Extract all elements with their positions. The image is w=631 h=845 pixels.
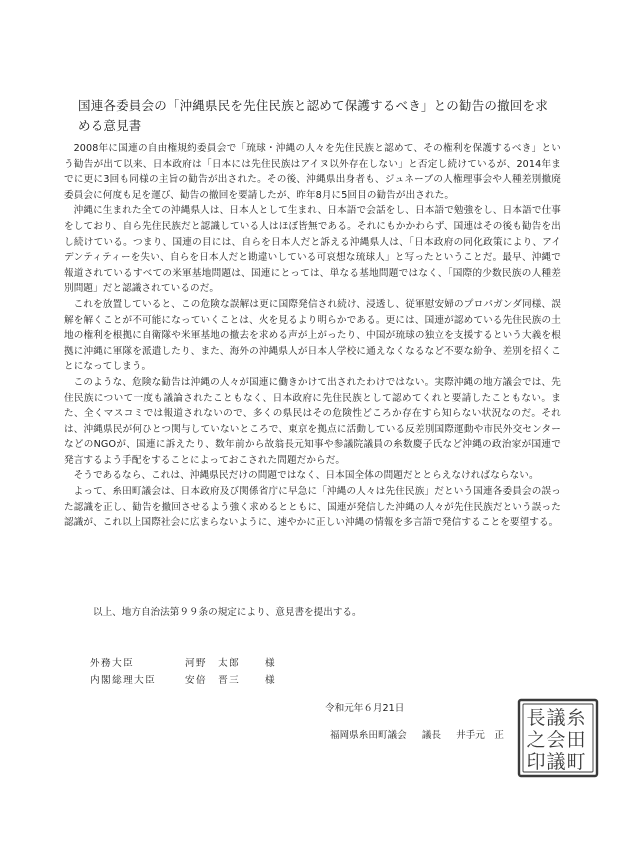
sender-name: 井手元 正 (456, 730, 505, 741)
document-title: 国連各委員会の「沖縄県民を先住民族と認めて保護するべき」との勧告の撤回を求める意見書 (78, 98, 548, 133)
svg-text:会: 会 (546, 729, 566, 751)
paragraph-3: これを放置していると、この危険な誤解は更に国際発信され続け、浸透し、従軍慰安婦のプロパガンダ同様、誤解を解くことが不可能になっていくことは、火を見るより明らかである。更には、国連が認めている先住民族の土地の権利を根拠に自衛隊や米軍基地の撤去を求める声が上がったり、中国が琉球の独立を支援するという大義を根拠に沖縄に軍隊を派遣したり、また、海外の沖縄県人が日本人学校に通えなくなるなど不要な紛争、差別を招くことになってしまう。 (64, 298, 561, 373)
addressee-title: 外務大臣 (90, 658, 135, 669)
sender-block (330, 728, 516, 743)
paragraph-4: このような、危険な勧告は沖縄の人々が国連に働きかけて出されたわけではない。実際沖縄の地方議会では、先住民族について一度も議論されたこともなく、日本政府に先住民族として認めてくれと要請したこともない。また、全くマスコミでは報道されないので、多くの県民はその危険性どころか存在すら知らない状況なのだ。それは、沖縄県民が何ひとつ関与していないところで、東京を拠点に活動している反差別国際運動や市民外交センターなどのNGOが、国連に訴えたり、数年前から故翁長元知事や参議院議員の糸数慶子氏など沖縄の政治家が国連で発言するよう手配をすることによっておこされた問題だからだ。 (64, 376, 561, 466)
svg-text:長: 長 (526, 707, 546, 729)
paragraph-2: 沖縄に生まれた全ての沖縄県人は、日本人として生まれ、日本語で会話をし、日本語で勉強をし、日本語で仕事をしており、自ら先住民族だと認識している人はほぼ皆無である。それにもかかわらず、国連はその後も勧告を出し続けている。つまり、国連の目には、自らを日本人だと訴える沖縄県人は、「日本政府の同化政策により、アイデンティティーを失い、自らを日本人だと勘違いしている可哀想な琉球人」と写ったということだ。最早、沖縄で報道されているすべての米軍基地問題は、国連にとっては、単なる基地問題ではなく、「国際的少数民族の人種差別問題」だと認識されているのだ。 (64, 205, 561, 295)
document-body (64, 141, 561, 531)
addressee-list (90, 655, 350, 689)
paragraph-6: よって、糸田町議会は、日本政府及び関係省庁に早急に「沖縄の人々は先住民族」だという国連各委員会の誤った認識を正し、勧告を撤回させるよう強く求めるとともに、国連が発信した沖縄の人々が先住民族だという誤った認識が、これ以上国際社会に広まらないように、速やかに正しい沖縄の情報を多言語で発信することを要望する。 (64, 486, 561, 529)
sender-role: 議長 (421, 730, 441, 741)
document-date: 令和元年６月21日 (325, 703, 405, 714)
addressee-name: 河野 太郎 (185, 658, 241, 669)
svg-text:議: 議 (546, 751, 566, 773)
addressee-row (90, 655, 350, 672)
paragraph-5: そうであるなら、これは、沖縄県民だけの問題ではなく、日本国全体の問題だととらえなければならない。 (73, 470, 539, 482)
svg-text:田: 田 (566, 729, 586, 751)
addressee-row (90, 672, 350, 689)
sender-org: 福岡県糸田町議会 (330, 730, 407, 741)
svg-text:町: 町 (566, 751, 586, 773)
closing-statement: 以上、地方自治法第９９条の規定により、意見書を提出する。 (93, 607, 362, 618)
paragraph-1: 2008年に国連の自由権規約委員会で「琉球・沖縄の人々を先住民族と認めて、その権利を保護するべき」という勧告が出て以来、日本政府は「日本には先住民族はアイヌ以外存在しない」と否定し続けているが、2014年までに更に3回も同様の主旨の勧告が出された。その後、沖縄県出身者も、ジュネーブの人権理事会や人種差別撤廃委員会に何度も足を運び、勧告の撤回を要請したが、昨年8月に5回目の勧告が出された。 (64, 143, 561, 201)
svg-text:糸: 糸 (566, 707, 586, 729)
svg-text:印: 印 (526, 751, 546, 773)
addressee-title: 内閣総理大臣 (90, 675, 157, 686)
official-seal-stamp (516, 697, 600, 779)
svg-text:之: 之 (526, 729, 546, 751)
addressee-name: 安倍 晋三 (185, 675, 241, 686)
svg-text:議: 議 (546, 707, 566, 729)
addressee-honorific: 様 (265, 658, 275, 669)
addressee-honorific: 様 (265, 675, 275, 686)
